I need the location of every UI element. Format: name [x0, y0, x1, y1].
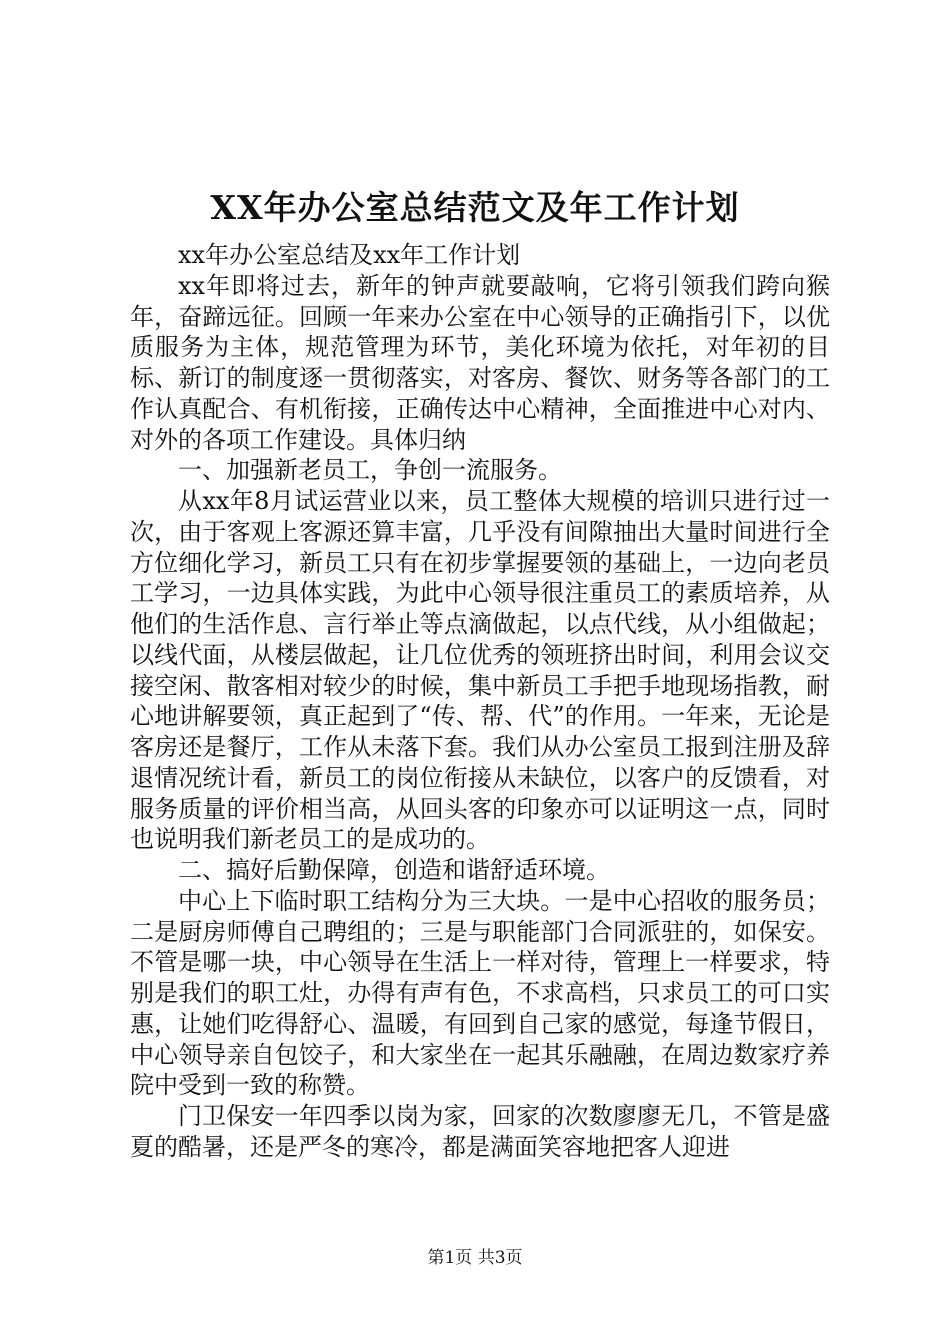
- page-indicator: 第1页 共3页: [427, 1248, 523, 1268]
- intro-paragraph: xx年即将过去，新年的钟声就要敲响，它将引领我们跨向猴年，奋蹄远征。回顾一年来办公室在中心领导的正确指引下，以优质服务为主体，规范管理为环节，美化环境为依托，对年初的目标、新订的制度逐一贯彻落实，对客房、餐饮、财务等各部门的工作认真配合、有机衔接，正确传达中心精神，全面推进中心对内、对外的各项工作建设。具体归纳: [130, 271, 830, 454]
- section-heading-2: 二、搞好后勤保障，创造和谐舒适环境。: [178, 856, 610, 884]
- document-body: [130, 240, 830, 1163]
- body-paragraph: 从xx年8月试运营业以来，员工整体大规模的培训只进行过一次，由于客观上客源还算丰富，几乎没有间隙抽出大量时间进行全方位细化学习，新员工只有在初步掌握要领的基础上，一边向老员工学习，一边具体实践，为此中心领导很注重员工的素质培养，从他们的生活作息、言行举止等点滴做起，以点代线，从小组做起；以线代面，从楼层做起，让几位优秀的领班挤出时间，利用会议交接空闲、散客相对较少的时候，集中新员工手把手地现场指教，耐心地讲解要领，真正起到了“传、帮、代”的作用。一年来，无论是客房还是餐厅，工作从未落下套。我们从办公室员工报到注册及辞退情况统计看，新员工的岗位衔接从未缺位，以客户的反馈看，对服务质量的评价相当高，从回头客的印象亦可以证明这一点，同时也说明我们新老员工的是成功的。: [130, 487, 830, 854]
- body-paragraph: 门卫保安一年四季以岗为家，回家的次数廖廖无几，不管是盛夏的酷暑，还是严冬的寒冷，都是满面笑容地把客人迎进: [130, 1102, 830, 1161]
- document-title: XX年办公室总结范文及年工作计划: [210, 188, 740, 227]
- subtitle-paragraph: xx年办公室总结及xx年工作计划: [178, 241, 521, 269]
- page-footer: [0, 1246, 950, 1270]
- section-heading-1: 一、加强新老员工，争创一流服务。: [178, 456, 562, 485]
- body-paragraph: 中心上下临时职工结构分为三大块。一是中心招收的服务员；二是厨房师傅自己聘组的；三是与职能部门合同派驻的，如保安。不管是哪一块，中心领导在生活上一样对待，管理上一样要求，特别是我们的职工灶，办得有声有色，不求高档，只求员工的可口实惠，让她们吃得舒心、温暖，有回到自己家的感觉，每逢节假日，中心领导亲自包饺子，和大家坐在一起其乐融融，在周边数家疗养院中受到一致的称赞。: [130, 886, 830, 1100]
